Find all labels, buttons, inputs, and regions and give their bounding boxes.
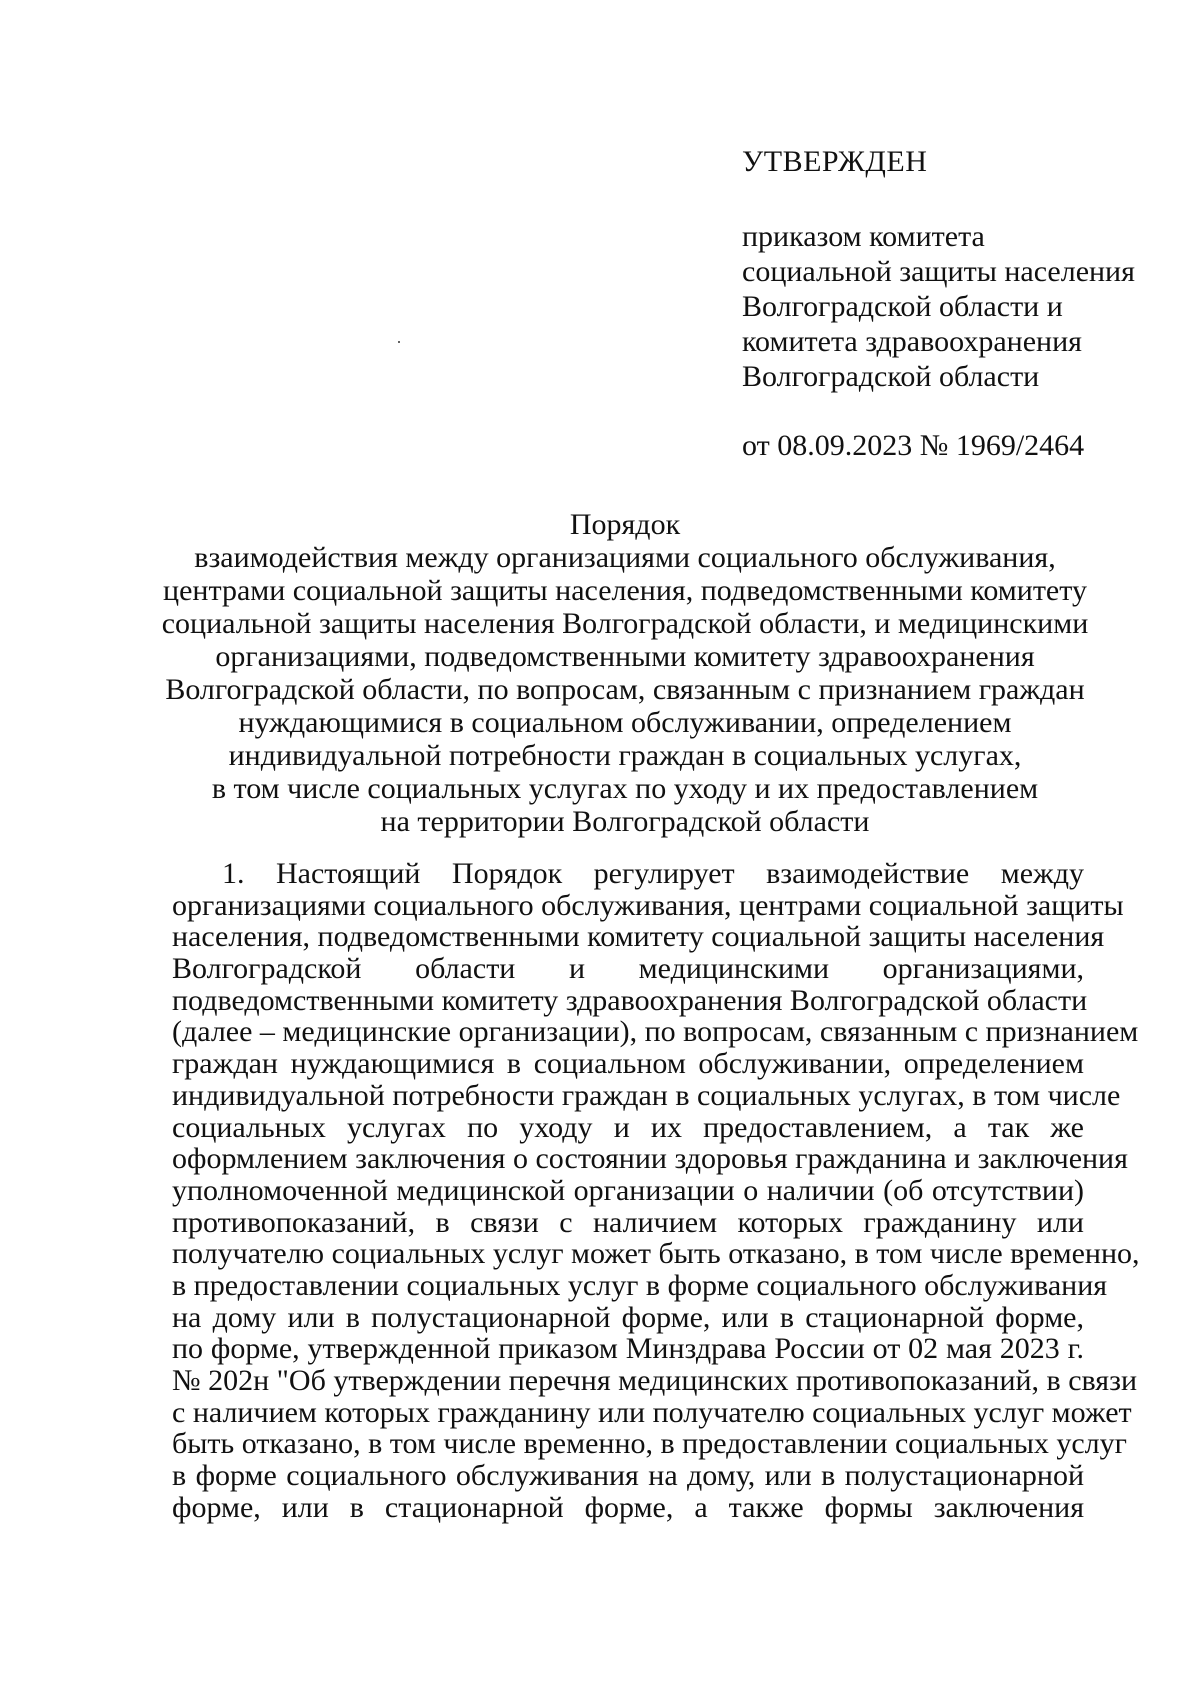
title-line: нуждающимися в социальном обслуживании, определением (238, 706, 1012, 739)
paragraph-line: оформлением заключения о состоянии здоровья гражданина и заключения (172, 1142, 1128, 1176)
paragraph-line: № 202н "Об утверждении перечня медицинских противопоказаний, в связи (172, 1364, 1138, 1397)
approval-line: комитета здравоохранения (742, 325, 1082, 358)
document-title (150, 508, 1100, 838)
paragraph-line: с наличием которых гражданину или получателю социальных услуг может (172, 1395, 1132, 1429)
title-line: организациями, подведомственными комитету здравоохранения (215, 640, 1035, 673)
paragraph-line: 1. Настоящий Порядок регулирует взаимодействие между (222, 857, 1084, 890)
paragraph-line: (далее – медицинские организации), по вопросам, связанным с признанием (172, 1015, 1139, 1049)
paragraph-line: быть отказано, в том числе временно, в предоставлении социальных услуг (172, 1427, 1127, 1461)
approval-line: Волгоградской области (742, 360, 1040, 393)
paragraph-line: Волгоградской области и медицинскими организациями, (172, 952, 1084, 986)
paragraph-1 (172, 857, 1140, 1524)
paragraph-line: в форме социального обслуживания на дому, или в полустационарной (172, 1459, 1084, 1493)
paragraph-line: противопоказаний, в связи с наличием которых гражданину или (172, 1205, 1084, 1239)
paragraph-line: получателю социальных услуг может быть отказано, в том числе временно, (172, 1237, 1140, 1271)
title-line: центрами социальной защиты населения, подведомственными комитету (163, 574, 1087, 607)
approval-date: от 08.09.2023 № 1969/2464 (742, 429, 1085, 462)
approval-line: социальной защиты населения (742, 255, 1135, 288)
title-line: индивидуальной потребности граждан в социальных услугах, (228, 739, 1022, 772)
paragraph-line: граждан нуждающимися в социальном обслуживании, определением (172, 1047, 1084, 1081)
title-heading: Порядок (569, 508, 681, 541)
paragraph-line: подведомственными комитету здравоохранения Волгоградской области (172, 983, 1088, 1017)
paragraph-line: форме, или в стационарной форме, а также формы заключения (172, 1490, 1084, 1524)
approval-block (742, 144, 1162, 463)
paragraph-line: на дому или в полустационарной форме, или в стационарной форме, (172, 1300, 1084, 1334)
paragraph-line: в предоставлении социальных услуг в форме социального обслуживания (172, 1268, 1108, 1302)
paragraph-line: социальных услугах по уходу и их предоставлением, а так же (172, 1110, 1084, 1144)
title-line: в том числе социальных услугах по уходу и их предоставлением (211, 772, 1039, 805)
paragraph-line: уполномоченной медицинской организации о наличии (об отсутствии) (172, 1173, 1084, 1207)
paragraph-line: по форме, утвержденной приказом Минздрава России от 02 мая 2023 г. (172, 1332, 1084, 1366)
title-line: Волгоградской области, по вопросам, связанным с признанием граждан (165, 673, 1085, 706)
paragraph-line: организациями социального обслуживания, центрами социальной защиты (172, 888, 1124, 922)
approval-line: приказом комитета (742, 220, 985, 253)
approval-line: Волгоградской области и (742, 290, 1063, 323)
scan-speck (398, 341, 400, 343)
title-line: взаимодействия между организациями социального обслуживания, (194, 541, 1056, 574)
paragraph-line: индивидуальной потребности граждан в социальных услугах, в том числе (172, 1078, 1121, 1112)
paragraph-line: населения, подведомственными комитету социальной защиты населения (172, 920, 1105, 954)
approval-stamp: УТВЕРЖДЕН (742, 145, 928, 178)
title-line: на территории Волгоградской области (380, 805, 870, 838)
title-line: социальной защиты населения Волгоградской области, и медицинскими (161, 607, 1089, 640)
